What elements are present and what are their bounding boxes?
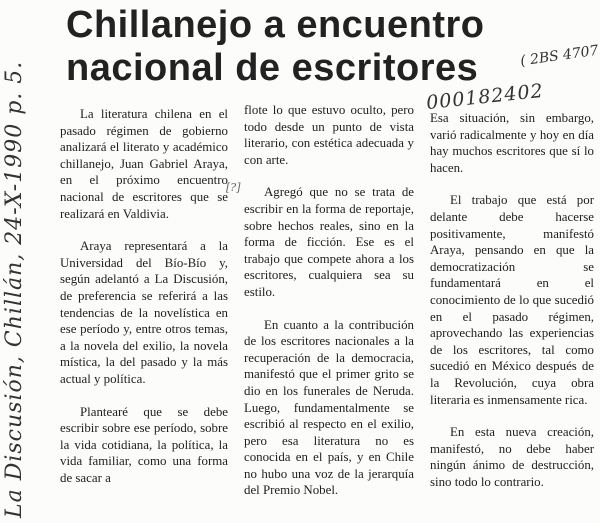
handwritten-source-note: La Discusión, Chillán, 24-X-1990 p. 5. — [2, 60, 27, 518]
article-column-3 — [430, 110, 594, 506]
paragraph: El trabajo que está por delante debe hacerse positivamente, manifestó Araya, pensando en que la democratización se fundamentará en el conocimiento de lo que sucedió en el pasado régimen, aprovechando las experiencias de los escritores, tal como sucedió en México después de la Revolución, cuya obra literaria es inmensamente rica. — [430, 193, 594, 407]
paragraph: Plantearé que se debe escribir sobre ese período, sobre la vida cotidiana, la política, la vida familiar, como una forma de sacar a — [60, 404, 228, 485]
article-column-2 — [244, 102, 414, 515]
headline-line-2: nacional de escritores — [66, 47, 479, 89]
handwritten-inline-mark: [?] — [226, 181, 241, 194]
paragraph: En cuanto a la contribución de los escritores nacionales a la recuperación de la democracia, manifestó que el primer grito se dio en los funerales de Neruda. Luego, fundamentalmente se escribió al respecto en el exilio, pero esa literatura no es conocida en el país, y en Chile no hubo una voz de la jerarquía del Premio Nobel. — [244, 317, 414, 498]
headline — [66, 4, 485, 90]
paragraph: La literatura chilena en el pasado régimen de gobierno analizará el literato y académico chillanejo, Juan Gabriel Araya, en el próximo encuentro nacional de escritores que se realizará en Valdivia. — [60, 107, 228, 221]
article-column-1 — [60, 106, 228, 502]
paragraph: Agregó que no se trata de escribir en la forma de reportaje, sobre hechos reales, sino en la forma de ficción. Ese es el trabajo que compete ahora a los escritores, cualquiera sea su estilo. — [244, 185, 414, 299]
headline-line-1: Chillanejo a encuentro — [66, 4, 485, 46]
paragraph: flote lo que estuvo oculto, pero todo desde un punto de vista literario, con estética adecuada y con arte. — [244, 103, 414, 167]
paragraph: Araya representará a la Universidad del Bío-Bío y, según adelantó a La Discusión, de preferencia se referirá a las tendencias de la novelística en ese período y, entre otros temas, a la novela del exilio, la novela mística, la del pasado y la más actual y política. — [60, 239, 228, 386]
paragraph: Esa situación, sin embargo, varió radicalmente y hoy en día hay muchos escritores que sí lo hacen. — [430, 111, 594, 175]
handwritten-archive-number: 000182402 — [425, 79, 545, 115]
handwritten-archive-code: ( 2BS 4707 — [519, 42, 600, 70]
paragraph: En esta nueva creación, manifestó, no debe haber ningún ánimo de destrucción, sino todo lo contrario. — [430, 425, 594, 489]
